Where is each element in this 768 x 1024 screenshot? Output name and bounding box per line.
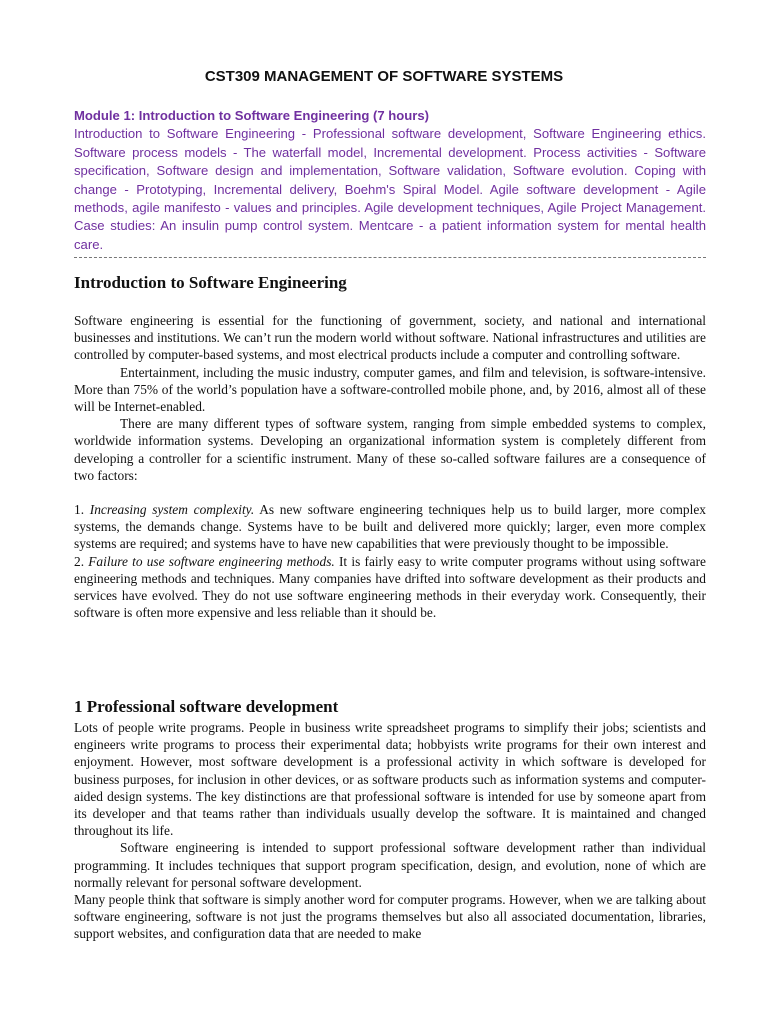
list-number: 2. <box>74 553 85 569</box>
document-title: CST309 MANAGEMENT OF SOFTWARE SYSTEMS <box>204 68 564 85</box>
list-item-term: Failure to use software engineering methods. <box>88 553 335 569</box>
list-item-text: As new software engineering techniques help us to build larger, more complex systems, the demands change. Systems have to be built and delivered more quickly; larger, even more complex systems are required; and systems have to have new capabilities that were previously thought to be impossible. <box>74 502 706 552</box>
list-item-complexity <box>74 501 706 553</box>
module-heading: Module 1: Introduction to Software Engineering (7 hours) <box>74 108 429 123</box>
list-item-methods <box>74 553 706 622</box>
section-heading-professional: 1 Professional software development <box>74 697 339 716</box>
professional-body <box>74 719 706 943</box>
list-item-term: Increasing system complexity. <box>89 502 255 518</box>
module-syllabus <box>74 107 706 254</box>
prof-paragraph-2: Software engineering is intended to support professional software development rather than individual programming. It includes techniques that support program specification, design, and evolution, none of which are normally relevant for personal software development. <box>74 840 706 890</box>
prof-paragraph-1: Lots of people write programs. People in business write spreadsheet programs to simplify their jobs; scientists and engineers write programs to process their experimental data; hobbyists write programs for their own interest and enjoyment. However, most software development is a professional activity in which software is developed for business purposes, for inclusion in other devices, or as software products such as information systems and computer-aided design systems. The key distinctions are that professional software is intended for use by someone apart from its developer and that teams rather than individuals usually develop the software. It is maintained and changed throughout its life. <box>74 720 706 839</box>
intro-paragraph-1: Software engineering is essential for the functioning of government, society, and national and international businesses and institutions. We can’t run the modern world without software. National infrastructures and utilities are controlled by computer-based systems, and most electrical products include a computer and controlling software. <box>74 313 706 363</box>
module-contents: Introduction to Software Engineering - Professional software development, Software Engineering ethics. Software process models - The waterfall model, Incremental development. Process activities - Software specification, Software design and implementation, Software validation, Software evolution. Coping with change - Prototyping, Incremental delivery, Boehm's Spiral Model. Agile software development - Agile methods, agile manifesto - values and principles. Agile development techniques, Agile Project Management. Case studies: An insulin pump control system. Mentcare - a patient information system for mental health care. <box>74 126 706 252</box>
introduction-body <box>74 312 706 621</box>
intro-paragraph-2: Entertainment, including the music industry, computer games, and film and television, is software-intensive. More than 75% of the world’s population have a software-controlled mobile phone, and, by 2016, almost all of these will be Internet-enabled. <box>74 364 706 415</box>
list-number: 1. <box>74 502 85 518</box>
section-divider <box>74 257 706 258</box>
intro-paragraph-3: There are many different types of software system, ranging from simple embedded systems to complex, worldwide information systems. Developing an organizational information system is completely different from developing a controller for a scientific instrument. Many of these so-called software failures are a consequence of two factors: <box>74 416 706 483</box>
list-item-text: It is fairly easy to write computer programs without using software engineering methods and techniques. Many companies have drifted into software development as their products and services have evolved. They do not use software engineering methods in their everyday work. Consequently, their software is often more expensive and less reliable than it should be. <box>74 553 706 621</box>
section-heading-introduction: Introduction to Software Engineering <box>74 273 347 292</box>
prof-paragraph-3: Many people think that software is simply another word for computer programs. However, when we are talking about software engineering, software is not just the programs themselves but also all associated documentation, libraries, support websites, and configuration data that are needed to make <box>74 892 706 942</box>
